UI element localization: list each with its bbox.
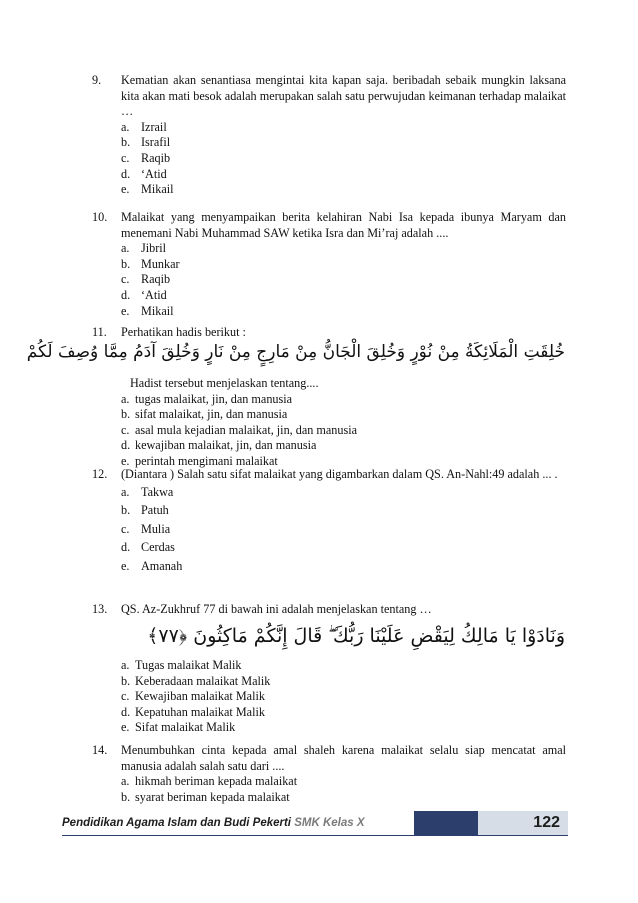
question-text: (Diantara ) Salah satu sifat malaikat yang digambarkan dalam QS. An-Nahl:49 adalah ... .: [121, 467, 558, 481]
option-a: a. Jibril: [121, 241, 167, 256]
option-c: c. Mulia: [121, 521, 171, 536]
option-b: b. syarat beriman kepada malaikat: [121, 789, 290, 804]
option-b: b. Patuh: [121, 503, 169, 518]
page-number: 122: [533, 814, 560, 831]
question-11: [92, 325, 566, 341]
option-d: d. ‘Atid: [121, 166, 167, 181]
question-9: [92, 73, 566, 198]
option-d: d. kewajiban malaikat, jin, dan manusia: [121, 438, 317, 453]
option-c: c. asal mula kejadian malaikat, jin, dan manusia: [121, 422, 358, 437]
question-text: QS. Az-Zukhruf 77 di bawah ini adalah menjelaskan tentang …: [121, 602, 432, 616]
hadith-arabic-text: خُلِقَتِ الْمَلَائِكَةُ مِنْ نُوْرٍ وَخُلِقَ الْجَانُّ مِنْ مَارِجٍ مِنْ نَارٍ وَخُلِقَ آدَمُ مِمَّا وُصِفَ لَكُمْ: [26, 342, 565, 362]
option-b: b. Israfil: [121, 135, 171, 150]
question-subhead: Hadist tersebut menjelaskan tentang....: [130, 376, 319, 390]
option-e: e. Amanah: [121, 558, 183, 573]
question-text: Menumbuhkan cinta kepada amal shaleh karena malaikat selalu siap mencatat amal manusia adalah salah satu dari ....: [121, 743, 566, 773]
footer-page-box: [478, 811, 568, 835]
question-number: 14.: [92, 743, 108, 757]
question-text: Kematian akan senantiasa mengintai kita kapan saja. beribadah sebaik mungkin laksana kita akan mati besok adalah merupakan salah satu perwujudan keimanan terhadap malaikat …: [121, 73, 566, 119]
question-14: [92, 743, 566, 805]
option-e: e. Sifat malaikat Malik: [121, 720, 236, 735]
book-title-text: Pendidikan Agama Islam dan Budi Pekerti: [62, 817, 292, 829]
question-number: 12.: [92, 467, 108, 481]
footer-accent-bar: [414, 811, 478, 835]
question-12: [92, 467, 566, 575]
question-13-options: [92, 658, 566, 736]
option-d: d. Cerdas: [121, 540, 175, 555]
option-d: d. ‘Atid: [121, 287, 167, 302]
question-10: [92, 210, 566, 319]
book-title: [62, 811, 365, 835]
option-c: c. Raqib: [121, 272, 171, 287]
option-a: a. Takwa: [121, 484, 174, 499]
option-e: e. Mikail: [121, 303, 174, 318]
footer-rule: [62, 835, 568, 836]
option-c: c. Kewajiban malaikat Malik: [121, 689, 265, 704]
option-c: c. Raqib: [121, 150, 171, 165]
question-number: 9.: [92, 73, 102, 87]
question-text: Malaikat yang menyampaikan berita kelahiran Nabi Isa kepada ibunya Maryam dan menemani Nabi Muhammad SAW ketika Isra dan Mi’raj adalah ....: [121, 210, 566, 240]
option-b: b. Munkar: [121, 256, 180, 271]
verse-arabic-text: وَنَادَوْا يَا مَالِكُ لِيَقْضِ عَلَيْنَا رَبُّكَ ۖ قَالَ إِنَّكُمْ مَاكِثُونَ ﴿٧٧﴾: [147, 625, 565, 647]
option-a: a. Tugas malaikat Malik: [121, 658, 242, 672]
question-number: 10.: [92, 210, 108, 224]
option-b: b. sifat malaikat, jin, dan manusia: [121, 407, 288, 422]
question-11-options: [92, 376, 566, 470]
option-a: a. tugas malaikat, jin, dan manusia: [121, 391, 293, 406]
option-e: e. Mikail: [121, 182, 174, 197]
question-number: 13.: [92, 602, 108, 616]
question-text: Perhatikan hadis berikut :: [121, 325, 246, 339]
grade-label: SMK Kelas X: [294, 817, 365, 829]
option-e: e. perintah mengimani malaikat: [121, 453, 278, 468]
question-13: [92, 602, 566, 618]
option-d: d. Kepatuhan malaikat Malik: [121, 704, 265, 719]
option-b: b. Keberadaan malaikat Malik: [121, 673, 271, 688]
option-a: a. hikmah beriman kepada malaikat: [121, 774, 298, 789]
option-a: a. Izrail: [121, 119, 167, 134]
page-footer: [62, 811, 568, 835]
question-number: 11.: [92, 325, 107, 339]
